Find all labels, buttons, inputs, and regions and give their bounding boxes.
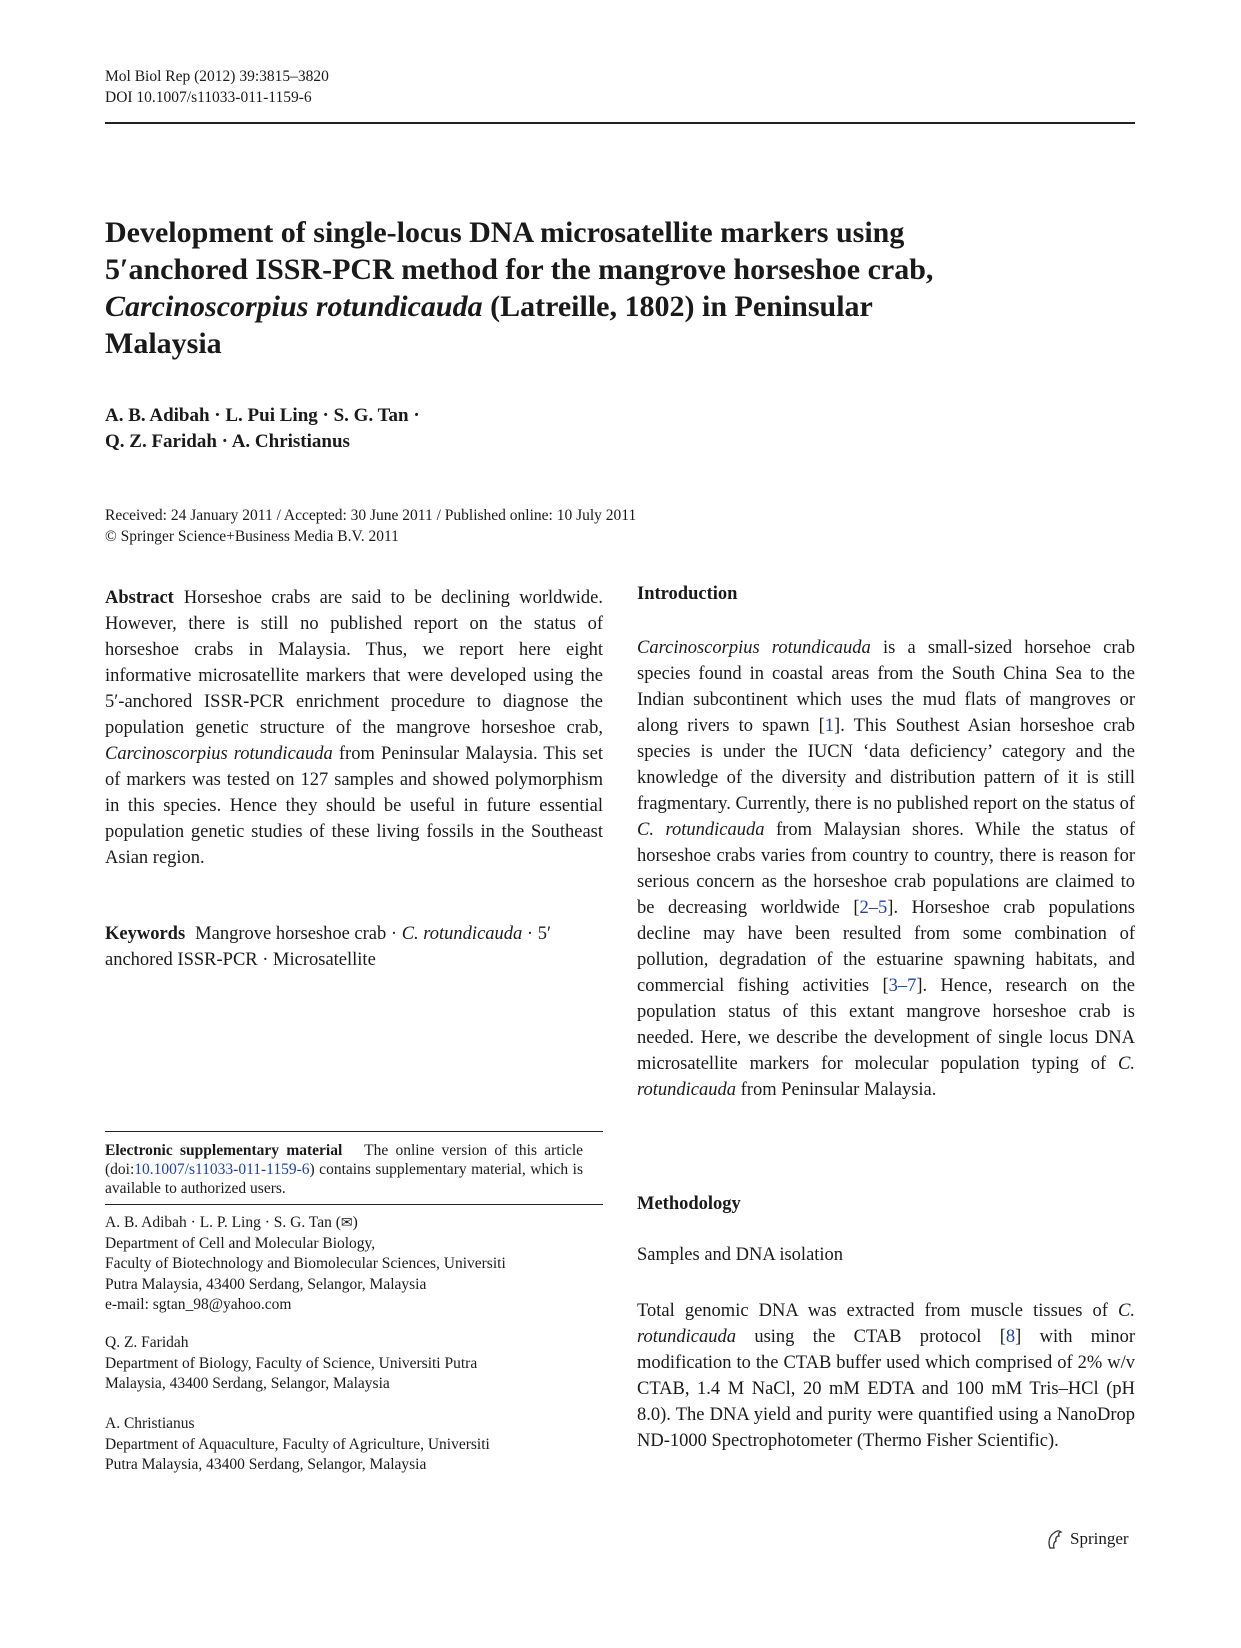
esm-bottom-rule: [105, 1204, 603, 1205]
header-rule: [105, 122, 1135, 124]
title-line-rest: (Latreille, 1802) in Peninsular: [482, 290, 873, 323]
copyright-line: © Springer Science+Business Media B.V. 2011: [105, 528, 399, 545]
intro-species: C. rotundicauda: [637, 820, 765, 840]
publisher-name: Springer: [1070, 1529, 1129, 1548]
keywords-label: Keywords: [105, 924, 186, 944]
journal-header: [105, 66, 329, 108]
envelope-icon[interactable]: ✉: [340, 1216, 353, 1231]
esm-doi-link[interactable]: 10.1007/s11033-011-1159-6: [134, 1161, 310, 1178]
methods-text: using the CTAB protocol [: [736, 1327, 1006, 1347]
authors-line: Q. Z. Faridah · A. Christianus: [105, 431, 350, 452]
abstract-species: Carcinoscorpius rotundicauda: [105, 744, 333, 764]
esm-text: ) contains supplementary material, which is available to authorized users.: [105, 1161, 583, 1197]
reference-link[interactable]: 3–7: [888, 976, 917, 996]
intro-text: is a small-sized horsehoe crab species found in coastal areas from the South China Sea to the Indian subcontinent which uses the mud flats of mangroves or along rivers to spawn [: [637, 638, 1135, 736]
affiliation-block: [105, 1213, 603, 1316]
esm-note: [105, 1141, 583, 1198]
affiliation-block: [105, 1333, 603, 1395]
publisher-logo: [1045, 1528, 1129, 1550]
methods-species: C. rotundicauda: [637, 1301, 1135, 1347]
intro-species: C. rotundicauda: [637, 1054, 1135, 1100]
intro-text: ]. Horseshoe crab populations decline may have been resulted from some combination of pollution, degradation of the estuarine spawning habitats, and commercial fishing activities [: [637, 898, 1136, 996]
keyword-species: C. rotundicauda: [401, 924, 523, 944]
keywords: [105, 921, 603, 973]
reference-link[interactable]: 2–5: [859, 898, 888, 918]
author-list: [105, 403, 420, 455]
affiliation-names-text: ): [352, 1214, 358, 1231]
abstract-text: Horseshoe crabs are said to be declining worldwide. However, there is still no published report on the status of horseshoe crabs in Malaysia. Thus, we report here eight informative microsatellite markers that were developed using the 5′-anchored ISSR-PCR enrichment procedure to diagnose the population genetic structure of the mangrove horseshoe crab,: [105, 588, 603, 738]
intro-text: ]. This Southest Asian horseshoe crab species is under the IUCN ‘data deficiency’ category and the knowledge of the diversity and distribution pattern of it is still fragmentary. Currently, there is no published report on the status of: [637, 716, 1136, 814]
methodology-text: [637, 1298, 1135, 1454]
affiliation-block: [105, 1414, 603, 1476]
keyword-text: · 5′ anchored ISSR-PCR · Microsatellite: [105, 924, 551, 970]
abstract-text: from Peninsular Malaysia. This set of markers was tested on 127 samples and showed polymorphism in this species. Hence they should be useful in future essential population genetic studies of these living fossils in the Southeast Asian region.: [105, 744, 603, 868]
title-line: Development of single-locus DNA microsatellite markers using: [105, 216, 905, 249]
reference-link[interactable]: 1: [824, 716, 835, 736]
title-line: 5′anchored ISSR-PCR method for the mangrove horseshoe crab,: [105, 253, 934, 286]
doi-line: DOI 10.1007/s11033-011-1159-6: [105, 89, 312, 106]
esm-text: The online version of this article (doi:: [105, 1142, 584, 1178]
affiliation-line: Department of Aquaculture, Faculty of Agriculture, Universiti: [105, 1435, 490, 1453]
intro-text: ]. Hence, research on the population status of this extant mangrove horseshoe crab is needed. Here, we describe the development of single locus DNA microsatellite markers for molecular population typing of: [637, 976, 1135, 1074]
esm-label: Electronic supplementary material: [105, 1142, 343, 1159]
intro-text: from Peninsular Malaysia.: [736, 1080, 937, 1100]
abstract: [105, 585, 603, 871]
methods-text: ] with minor modification to the CTAB buffer used which comprised of 2% w/v CTAB, 1.4 M NaCl, 20 mM EDTA and 100 mM Tris–HCl (pH 8.0). The DNA yield and purity were quantified using a NanoDrop ND-1000 Spectrophotometer (Thermo Fisher Scientific).: [637, 1327, 1135, 1451]
intro-text: from Malaysian shores. While the status of horseshoe crabs varies from country to country, there is reason for serious concern as the horseshoe crab populations are claimed to be decreasing worldwide [: [637, 820, 1135, 918]
affiliation-line: Putra Malaysia, 43400 Serdang, Selangor, Malaysia: [105, 1275, 427, 1293]
intro-species: Carcinoscorpius rotundicauda: [637, 638, 871, 658]
paper-title: [105, 214, 1145, 362]
methods-text: Total genomic DNA was extracted from muscle tissues of: [637, 1301, 1119, 1321]
dates-line: Received: 24 January 2011 / Accepted: 30 June 2011 / Published online: 10 July 2011: [105, 507, 637, 524]
methodology-subheading: Samples and DNA isolation: [637, 1245, 844, 1265]
affiliation-email[interactable]: e-mail: sgtan_98@yahoo.com: [105, 1296, 292, 1313]
title-line: [105, 288, 1145, 325]
title-species: Carcinoscorpius rotundicauda: [105, 290, 483, 323]
affiliation-line: Putra Malaysia, 43400 Serdang, Selangor, Malaysia: [105, 1456, 427, 1473]
affiliation-names-text: A. B. Adibah · L. P. Ling · S. G. Tan (: [105, 1214, 341, 1231]
introduction-text: [637, 635, 1135, 1103]
affiliation-names: [105, 1213, 603, 1234]
journal-citation: Mol Biol Rep (2012) 39:3815–3820: [105, 68, 329, 85]
esm-top-rule: [105, 1131, 603, 1132]
title-line: Malaysia: [105, 327, 222, 360]
springer-horse-icon: [1045, 1528, 1065, 1550]
affiliation-names: Q. Z. Faridah: [105, 1334, 189, 1351]
methodology-heading: Methodology: [637, 1194, 741, 1214]
affiliation-line: Malaysia, 43400 Serdang, Selangor, Malaysia: [105, 1375, 390, 1392]
publication-dates: [105, 505, 636, 547]
affiliation-line: Department of Cell and Molecular Biology,: [105, 1234, 376, 1252]
affiliation-names: A. Christianus: [105, 1415, 195, 1432]
authors-line: A. B. Adibah · L. Pui Ling · S. G. Tan ·: [105, 405, 420, 426]
abstract-label: Abstract: [105, 588, 174, 608]
keyword-text: Mangrove horseshoe crab ·: [195, 924, 402, 944]
affiliation-line: Faculty of Biotechnology and Biomolecular Sciences, Universiti: [105, 1255, 506, 1272]
affiliation-line: Department of Biology, Faculty of Science, Universiti Putra: [105, 1354, 478, 1372]
reference-link[interactable]: 8: [1005, 1327, 1016, 1347]
introduction-heading: Introduction: [637, 584, 738, 604]
